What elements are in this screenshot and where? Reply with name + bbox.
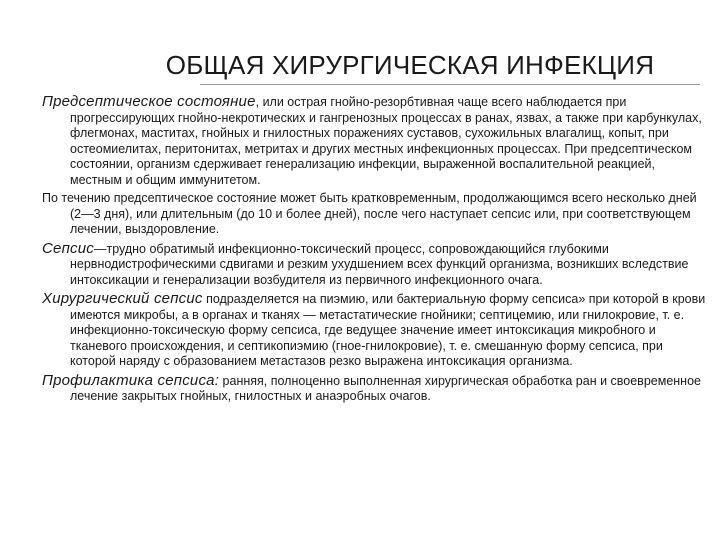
term-sepsis: Сепсис — [42, 239, 94, 257]
paragraph-text: ранняя, полноценно выполненная хирургическая обработка ран и своевременное лечение закрытых гнойных, гнилостных и анаэробных очагов. — [70, 373, 701, 403]
paragraph-course — [42, 191, 708, 238]
paragraph-text: , или острая гнойно-резорбтивная чаще всего наблюдается при прогрессирующих гнойно-некротических и гангренозных процессах в ранах, язвах, а также при карбункулах, флегмонах, маститах, гнойных и гнилостных поражениях суставов, сухожильных влагалищ, копыт, при остеомиелитах, перитонитах, метритах и других местных инфекционных процессах. При предсептическом состоянии, организм сдерживает генерализацию инфекции, выраженной воспалительной реакцией, местным и общим иммунитетом. — [70, 95, 702, 187]
slide-body — [42, 94, 708, 408]
term-presepsis: Предсептическое состояние — [42, 93, 256, 110]
term-surgical-sepsis: Хирургический сепсис — [42, 290, 203, 307]
paragraph-sepsis — [42, 241, 708, 289]
page-title: ОБЩАЯ ХИРУРГИЧЕСКАЯ ИНФЕКЦИЯ — [165, 50, 655, 80]
paragraph-text: подразделяется на пиэмию, или бактериальную форму сепсиса» при которой в крови имеются микробы, а в органах и тканях — метастатические гнойники; септицемию, или гнилокровие, т. е. инфекционно-токсическую форму сепсиса, где ведущее значение имеет интоксикация микробного и тканевого происхождения, и септикопиэмию (гное-гнилокровие), т. е. смешанную форму сепсиса, при которой наряду с образованием метастазов резко выражена интоксикация организма. — [70, 292, 706, 368]
paragraph-presepsis — [42, 94, 708, 188]
title-underline — [200, 84, 700, 85]
paragraph-surgical-sepsis — [42, 291, 708, 370]
paragraph-text: По течению предсептическое состояние может быть кратковременным, продолжающимся всего несколько дней (2—3 дня), или длительным (до 10 и более дней), после чего наступает сепсис или, при соответствующем лечении, выздоровление. — [42, 191, 697, 236]
paragraph-text: —трудно обратимый инфекционно-токсический процесс, сопровождающийся глубокими нервнодистрофическими сдвигами и резким ухудшением всех функций организма, возникших вследствие интоксикации и генерализации возбудителя из первичного инфекционного очага. — [70, 241, 689, 287]
term-prophylaxis: Профилактика сепсиса: — [42, 371, 220, 389]
paragraph-prophylaxis — [42, 373, 708, 405]
